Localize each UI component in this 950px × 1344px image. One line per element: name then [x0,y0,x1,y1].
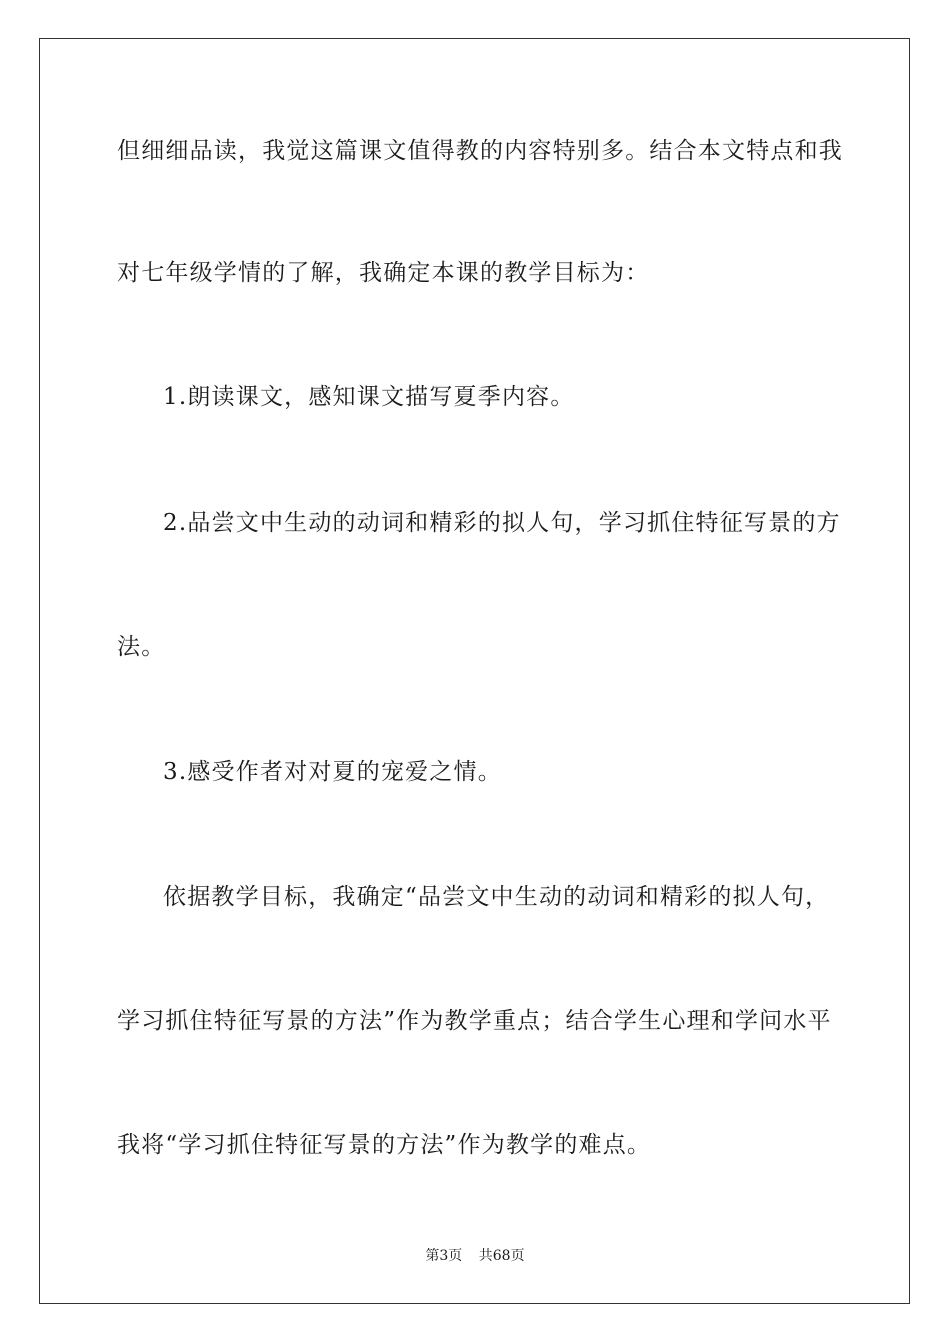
text-line: 但细细品读，我觉这篇课文值得教的内容特别多。结合本文特点和我 [117,138,843,164]
text-line: 我将“学习抓住特征写景的方法”作为教学的难点。 [117,1132,652,1158]
list-item: 3.感受作者对对夏的宠爱之情。 [163,759,502,785]
list-item: 1.朗读课文，感知课文描写夏季内容。 [163,384,575,410]
text-line: 法。 [117,634,166,660]
page-frame [39,38,910,1304]
text-line: 学习抓住特征写景的方法”作为教学重点；结合学生心理和学问水平 [117,1008,832,1034]
page-total: 共68页 [478,1248,525,1264]
page-footer [0,1247,950,1265]
text-line: 依据教学目标，我确定“品尝文中生动的动词和精彩的拟人句， [163,884,830,910]
list-item: 2.品尝文中生动的动词和精彩的拟人句，学习抓住特征写景的方 [163,510,841,536]
page-number: 第3页 [425,1248,463,1264]
text-line: 对七年级学情的了解，我确定本课的教学目标为： [117,260,650,286]
